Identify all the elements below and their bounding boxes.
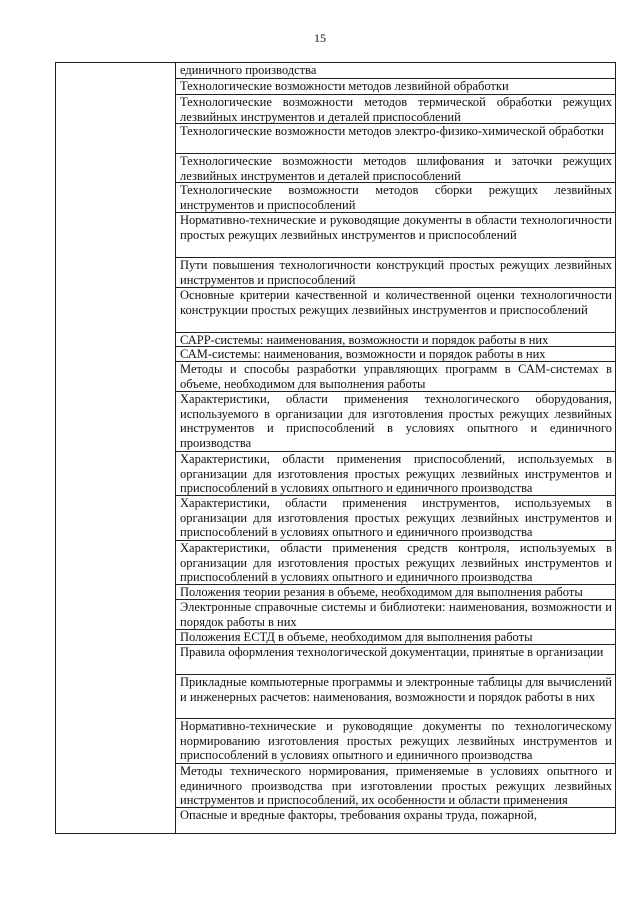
knowledge-item-text: САРР-системы: наименования, возможности и порядок работы в них — [180, 333, 549, 346]
knowledge-cell — [176, 645, 616, 675]
knowledge-item-text: Положения теории резания в объеме, необходимом для выполнения работы — [180, 585, 583, 599]
knowledge-item-text: Пути повышения технологичности конструкций простых режущих лезвийных инструментов и приспособлений — [180, 258, 612, 287]
knowledge-item-text: Опасные и вредные факторы, требования охраны труда, пожарной, — [180, 808, 537, 822]
knowledge-cell — [176, 719, 616, 764]
knowledge-cell — [176, 63, 616, 79]
knowledge-item-text: Технологические возможности методов шлифования и заточки режущих лезвийных инструментов и деталей приспособлений — [180, 154, 612, 182]
knowledge-cell — [176, 808, 616, 834]
knowledge-item-text: Технологические возможности методов лезвийной обработки — [180, 79, 509, 93]
knowledge-item-text: Характеристики, области применения средств контроля, используемых в организации для изготовления простых режущих лезвийных инструментов и приспособлений в условиях опытного и единичного производства — [180, 541, 612, 584]
knowledge-item-text: Методы и способы разработки управляющих программ в САМ-системах в объеме, необходимом для выполнения работы — [180, 362, 612, 391]
knowledge-item-text: Характеристики, области применения инструментов, используемых в организации для изготовления простых режущих лезвийных инструментов и приспособлений в условиях опытного и единичного производства — [180, 496, 612, 540]
knowledge-item-text: Нормативно-технические и руководящие документы в области технологичности простых режущих лезвийных инструментов и приспособлений — [180, 213, 612, 242]
knowledge-cell — [176, 764, 616, 808]
knowledge-cell — [176, 79, 616, 95]
knowledge-item-text: Основные критерии качественной и количественной оценки технологичности конструкции простых режущих лезвийных инструментов и приспособлений — [180, 288, 612, 317]
knowledge-table — [55, 62, 616, 834]
knowledge-item-text: Положения ЕСТД в объеме, необходимом для выполнения работы — [180, 630, 533, 644]
knowledge-cell — [176, 183, 616, 213]
knowledge-item-text: Технологические возможности методов термической обработки режущих лезвийных инструментов и деталей приспособлений — [180, 95, 612, 123]
knowledge-cell — [176, 452, 616, 496]
knowledge-cell — [176, 333, 616, 347]
knowledge-item-text: Правила оформления технологической документации, принятые в организации — [180, 645, 604, 659]
knowledge-cell — [176, 496, 616, 541]
knowledge-cell — [176, 600, 616, 630]
knowledge-cell — [176, 675, 616, 719]
knowledge-item-text: Характеристики, области применения приспособлений, используемых в организации для изготовления простых режущих лезвийных инструментов и приспособлений в условиях опытного и единичного производства — [180, 452, 612, 495]
knowledge-cell — [176, 630, 616, 645]
knowledge-item-text: Прикладные компьютерные программы и электронные таблицы для вычислений и инженерных расчетов: наименования, возможности и порядок работы в них — [180, 675, 612, 704]
page-number: 15 — [314, 31, 326, 45]
knowledge-item-text: Нормативно-технические и руководящие документы по технологическому нормированию изготовления простых режущих лезвийных инструментов и приспособлений в условиях опытного и единичного производства — [180, 719, 612, 763]
knowledge-cell — [176, 124, 616, 154]
knowledge-cell — [176, 154, 616, 183]
knowledge-cell — [176, 258, 616, 288]
knowledge-item-text: Характеристики, области применения технологического оборудования, используемого в организации для изготовления простых режущих лезвийных инструментов и приспособлений в условиях опытного и единичного производства — [180, 392, 612, 450]
knowledge-item-text: Методы технического нормирования, применяемые в условиях опытного и единичного производства при изготовлении простых режущих лезвийных инструментов и приспособлений, их особенности и области применения — [180, 764, 612, 807]
knowledge-item-text: Электронные справочные системы и библиотеки: наименования, возможности и порядок работы в них — [180, 600, 612, 629]
knowledge-cell — [176, 362, 616, 392]
knowledge-cell — [176, 288, 616, 333]
label-column-cell — [56, 63, 176, 834]
knowledge-cell — [176, 585, 616, 600]
knowledge-item-text: Технологические возможности методов сборки режущих лезвийных инструментов и приспособлений — [180, 183, 612, 212]
knowledge-item-text: единичного производства — [180, 63, 317, 77]
knowledge-item-text: САМ-системы: наименования, возможности и порядок работы в них — [180, 347, 546, 361]
knowledge-item-text: Технологические возможности методов электро-физико-химической обработки — [180, 124, 604, 138]
knowledge-cell — [176, 392, 616, 452]
knowledge-cell — [176, 95, 616, 124]
knowledge-cell — [176, 541, 616, 585]
knowledge-cell — [176, 213, 616, 258]
table-row — [56, 63, 616, 79]
knowledge-cell — [176, 347, 616, 362]
